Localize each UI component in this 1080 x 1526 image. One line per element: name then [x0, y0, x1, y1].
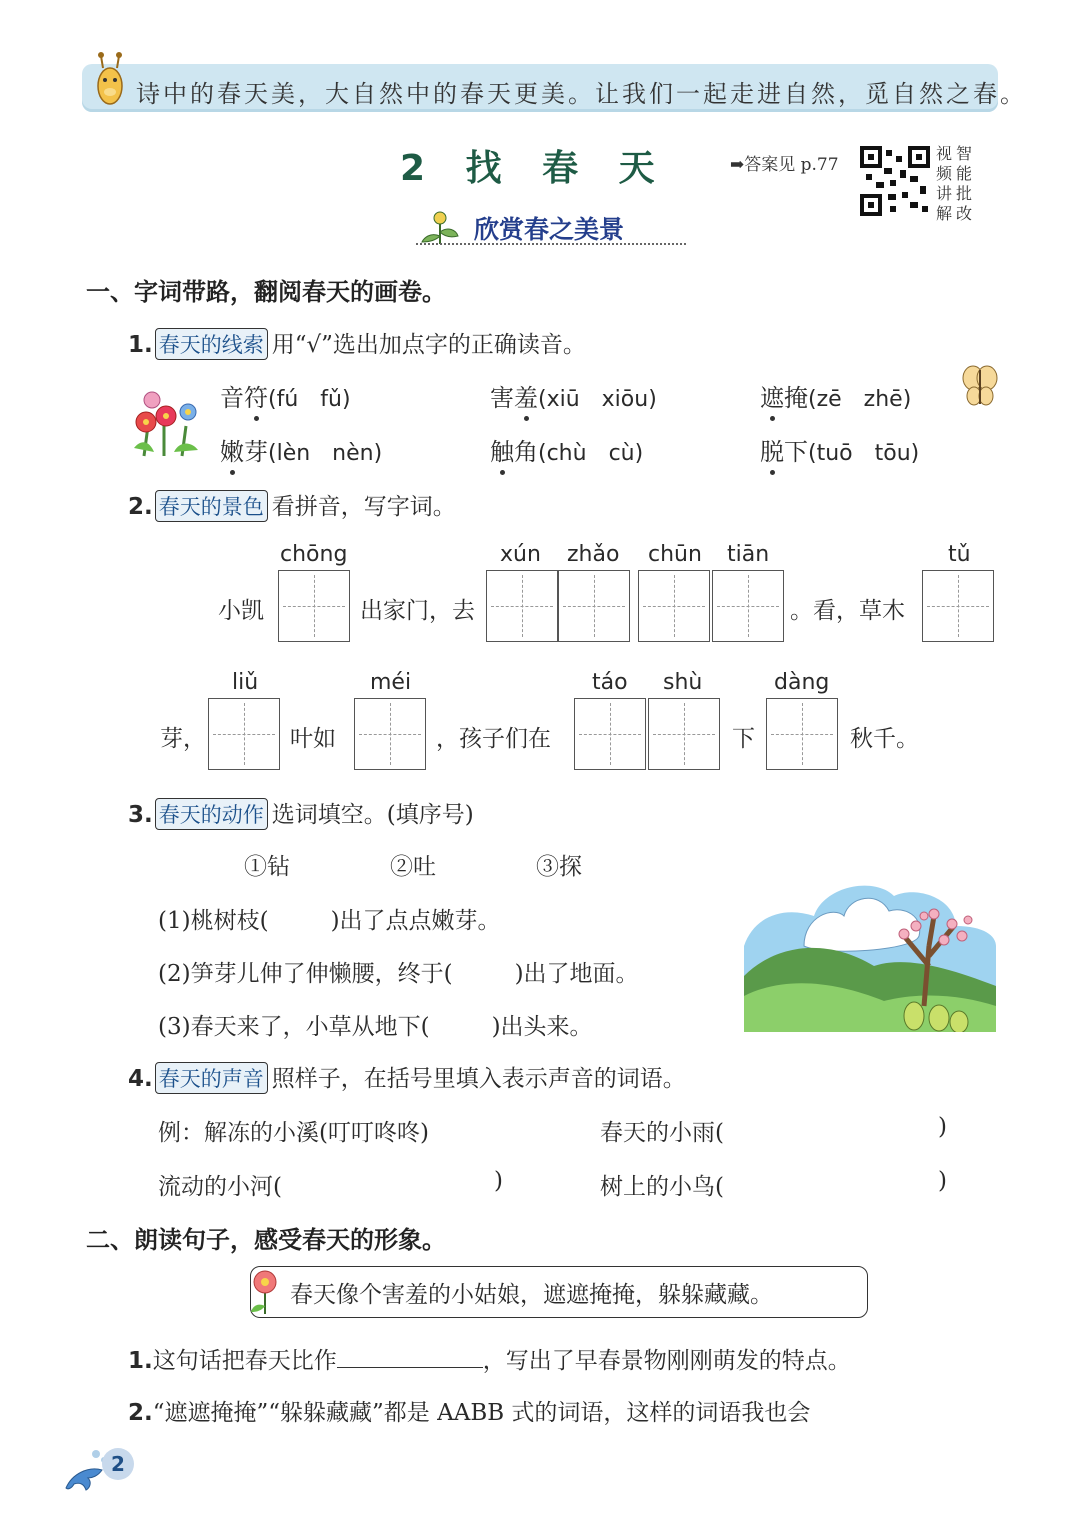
q1-item-4-options[interactable]: (lèn nèn): [268, 441, 383, 466]
q2-pinyin-mei: méi: [370, 670, 412, 695]
q1-instruction: [128, 326, 586, 360]
q2-box-chun[interactable]: [638, 570, 710, 642]
s2-q2-text: “遮遮掩掩”“躲躲藏藏”都是 AABB 式的词语，这样的词语我也会: [152, 1400, 811, 1426]
q1-text: 用“√”选出加点字的正确读音。: [271, 332, 586, 358]
q3-tag: 春天的动作: [155, 798, 268, 830]
q4-text: 照样子，在括号里填入表示声音的词语。: [271, 1066, 686, 1092]
q3-item-1-pre: (1)桃树枝(: [158, 908, 269, 934]
q1-item-5-char-1: 触: [490, 432, 514, 467]
q4-number: 4.: [128, 1066, 153, 1092]
s2-q1-number: 1.: [128, 1348, 153, 1374]
qr-label-grading: 智能批改: [956, 144, 973, 223]
banner-text: 诗中的春天美，大自然中的春天更美。让我们一起走进自然，觅自然之春。: [136, 80, 1027, 108]
spring-landscape-illustration: [744, 876, 996, 1032]
s2-q1: [128, 1342, 851, 1375]
q3-item-3: [158, 1008, 593, 1041]
q1-item-3-char-1: 遮: [760, 378, 784, 413]
q3-option-3: ③探: [536, 854, 582, 880]
butterfly-icon: [960, 364, 1000, 408]
q1-item-2-char-2: 羞: [514, 378, 538, 413]
q4-example: 例：解冻的小溪(叮叮咚咚): [158, 1120, 429, 1146]
q2-box-shu[interactable]: [648, 698, 720, 770]
q3-option-2: ②吐: [390, 854, 436, 880]
q1-tag: 春天的线索: [155, 328, 268, 360]
q2-line2-text-3: ，孩子们在: [436, 726, 551, 752]
q3-item-1-post: )出了点点嫩芽。: [330, 908, 501, 934]
q2-box-dang[interactable]: [766, 698, 838, 770]
s2-q1-pre: 这句话把春天比作: [152, 1348, 337, 1374]
q4-instruction: [128, 1060, 686, 1094]
answer-reference[interactable]: ➡答案见 p.77: [730, 155, 839, 175]
q1-item-2-options[interactable]: (xiū xiōu): [538, 387, 657, 412]
q4-item-spring-rain: 春天的小雨(: [600, 1120, 724, 1146]
qr-label-video: 视频讲解: [936, 144, 953, 223]
q1-item-4-char-1: 嫩: [220, 432, 244, 467]
q4-close-1: ): [938, 1114, 947, 1140]
q4-close-2: ): [494, 1168, 503, 1194]
s2-q2-number: 2.: [128, 1400, 153, 1426]
q2-line2-text-2: 叶如: [290, 726, 336, 752]
sprout-flower-icon: [418, 208, 462, 246]
flowers-icon: [124, 386, 210, 458]
q2-pinyin-shu: shù: [663, 670, 703, 695]
q1-item-4-char-2: 芽: [244, 438, 268, 466]
q2-box-tao[interactable]: [574, 698, 646, 770]
q3-number: 3.: [128, 802, 153, 828]
q2-pinyin-chun: chūn: [648, 542, 702, 567]
q2-pinyin-xun: xún: [500, 542, 541, 567]
q1-number: 1.: [128, 332, 153, 358]
qr-code-icon[interactable]: [860, 146, 930, 216]
q2-pinyin-liu: liǔ: [232, 670, 259, 695]
giraffe-icon: [88, 46, 132, 110]
q1-item-6-options[interactable]: (tuō tōu): [808, 441, 920, 466]
quote-text: 春天像个害羞的小姑娘，遮遮掩掩，躲躲藏藏。: [290, 1282, 773, 1308]
q1-item-1-char-2: 符: [244, 378, 268, 413]
q2-line1-text-2: 出家门，去: [360, 598, 475, 624]
q2-tag: 春天的景色: [155, 490, 268, 522]
q1-item-3-char-2: 掩: [784, 384, 808, 412]
q2-pinyin-dang: dàng: [774, 670, 830, 695]
section1-heading: 一、字词带路，翻阅春天的画卷。: [86, 278, 446, 306]
q2-box-xun[interactable]: [486, 570, 558, 642]
q3-item-2-pre: (2)笋芽儿伸了伸懒腰，终于(: [158, 961, 453, 987]
q3-instruction: [128, 796, 474, 830]
section2-heading: 二、朗读句子，感受春天的形象。: [86, 1226, 446, 1254]
q3-item-2: [158, 955, 639, 988]
q3-item-3-post: )出头来。: [491, 1014, 593, 1040]
q1-item-6-char-1: 脱: [760, 432, 784, 467]
q2-number: 2.: [128, 494, 153, 520]
q2-line1-text-3: 。看，草木: [790, 598, 905, 624]
q2-box-tian[interactable]: [712, 570, 784, 642]
q4-item-river: 流动的小河(: [158, 1174, 282, 1200]
q1-item-5-char-2: 角: [514, 438, 538, 466]
q2-pinyin-tian: tiān: [727, 542, 770, 567]
q2-box-tu[interactable]: [922, 570, 994, 642]
q1-item-2-char-1: 害: [490, 384, 514, 412]
q3-item-1: [158, 902, 501, 935]
s2-q1-blank[interactable]: [337, 1345, 483, 1368]
s2-q2: [128, 1394, 810, 1427]
q2-line1-text-1: 小凯: [218, 598, 264, 624]
s2-q1-post: ，写出了早春景物刚刚萌发的特点。: [482, 1348, 851, 1374]
q2-line2-text-5: 秋千。: [850, 726, 919, 752]
q1-item-1-char-1: 音: [220, 384, 244, 412]
q4-item-bird: 树上的小鸟(: [600, 1174, 724, 1200]
q2-line2-text-1: 芽，: [160, 726, 206, 752]
q2-text: 看拼音，写字词。: [271, 494, 456, 520]
q1-item-6: [760, 432, 919, 467]
q2-box-chong[interactable]: [278, 570, 350, 642]
q1-item-4: [220, 432, 382, 467]
q3-text: 选词填空。(填序号): [271, 802, 474, 828]
q2-box-zhao[interactable]: [558, 570, 630, 642]
flower-icon: [248, 1268, 282, 1316]
q1-item-5-options[interactable]: (chù cù): [538, 441, 644, 466]
q1-item-5: [490, 432, 643, 467]
q1-item-2: [490, 378, 657, 413]
q2-pinyin-tao: táo: [592, 670, 628, 695]
q4-tag: 春天的声音: [155, 1062, 268, 1094]
page-number: 2: [102, 1448, 134, 1480]
subtitle-underline: [416, 243, 686, 245]
q4-close-3: ): [938, 1168, 947, 1194]
q2-pinyin-zhao: zhǎo: [567, 542, 620, 567]
q2-pinyin-chong: chōng: [280, 542, 348, 567]
q2-pinyin-tu: tǔ: [948, 542, 971, 567]
q2-box-liu[interactable]: [208, 698, 280, 770]
q2-box-mei[interactable]: [354, 698, 426, 770]
section-subtitle: 欣赏春之美景: [474, 215, 625, 244]
q1-item-3-options[interactable]: (zē zhē): [808, 387, 912, 412]
q1-item-3: [760, 378, 911, 413]
q4-blank-spring-rain[interactable]: [780, 1114, 930, 1142]
q1-item-6-char-2: 下: [784, 438, 808, 466]
q3-item-2-post: )出了地面。: [514, 961, 639, 987]
q2-line2-text-4: 下: [732, 726, 755, 752]
q1-item-1: [220, 378, 351, 413]
q1-item-1-options[interactable]: (fú fǔ): [268, 387, 351, 412]
q3-option-1: ①钻: [244, 854, 290, 880]
page-title: 2 找 春 天: [400, 148, 669, 189]
q2-instruction: [128, 488, 456, 522]
q4-blank-bird[interactable]: [780, 1168, 930, 1196]
q3-item-3-pre: (3)春天来了，小草从地下(: [158, 1014, 430, 1040]
q4-blank-river[interactable]: [320, 1168, 490, 1196]
